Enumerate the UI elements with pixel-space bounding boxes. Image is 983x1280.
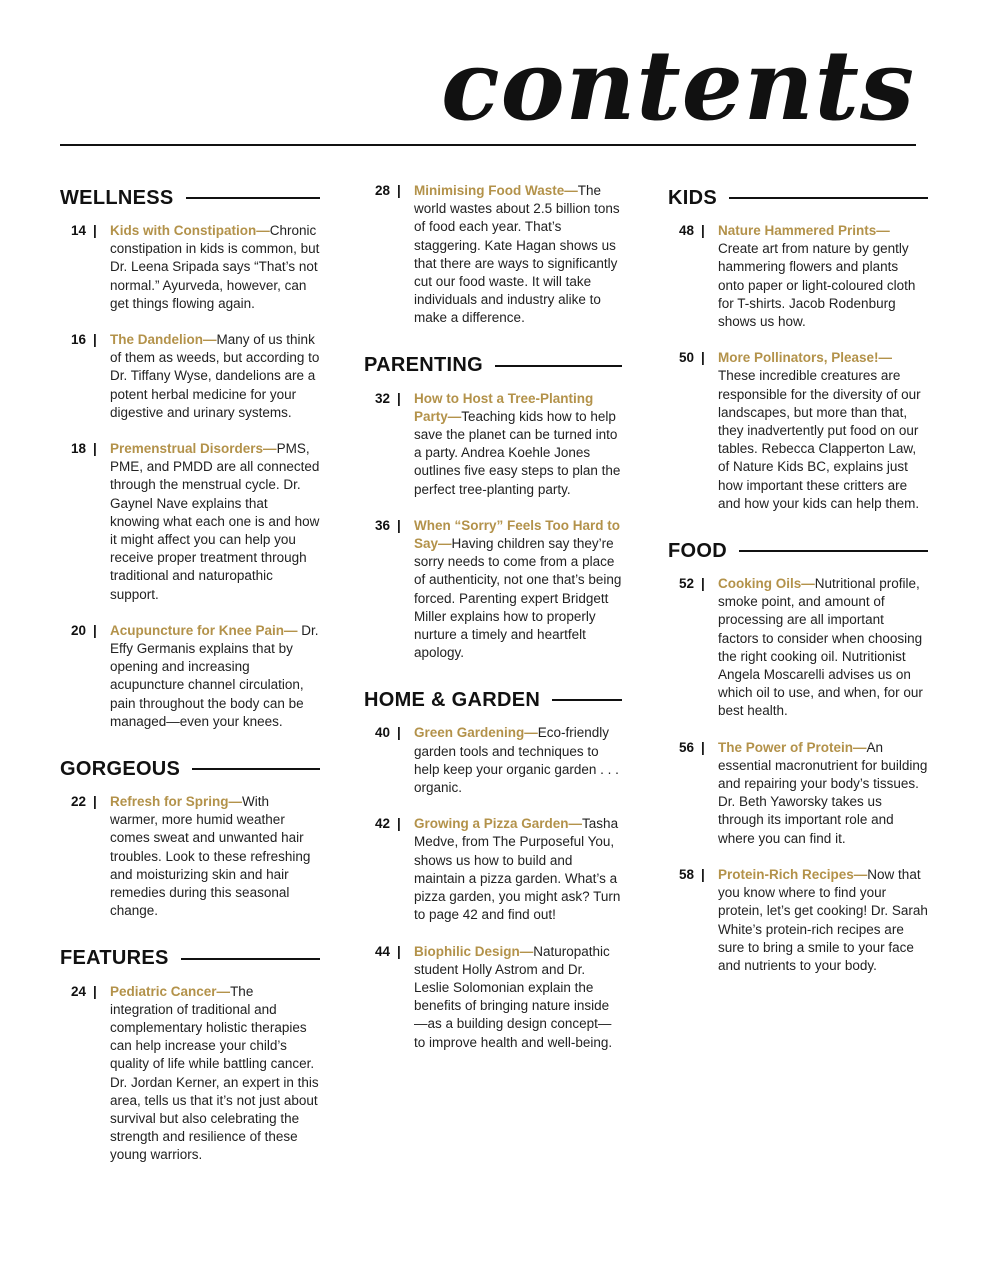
section-heading xyxy=(60,182,320,214)
article-description: Dr. Effy Germanis explains that by opening and increasing acupuncture channel circulation, pain throughout the body can be managed—even your knees. xyxy=(110,622,319,729)
separator-bar: | xyxy=(93,622,97,638)
article-title[interactable]: The Dandelion— xyxy=(110,332,217,348)
toc-entry[interactable] xyxy=(60,622,320,731)
separator-bar: | xyxy=(397,725,401,741)
section-heading-rule xyxy=(186,197,320,199)
separator-bar: | xyxy=(397,390,401,406)
toc-entry[interactable] xyxy=(668,222,928,331)
section-heading xyxy=(668,182,928,214)
section-kids xyxy=(668,182,928,513)
article-title[interactable]: How to Host a Tree-Planting Party— xyxy=(414,390,594,424)
article-description: Naturopathic student Holly Astrom and Dr. Leslie Solomonian explain the benefits of bringing nature inside—as a building design concept—to improve health and well-being. xyxy=(414,943,613,1050)
separator-bar: | xyxy=(701,739,705,755)
separator-bar: | xyxy=(701,223,705,238)
page-number: 32 xyxy=(374,390,390,406)
separator-bar: | xyxy=(93,332,97,348)
entry-text xyxy=(414,182,622,328)
page-number: 20 xyxy=(70,622,86,638)
toc-entry[interactable] xyxy=(364,724,622,797)
section-heading-rule xyxy=(495,365,622,367)
article-description: These incredible creatures are responsible for the diversity of our landscapes, but more than that, they inadvertently put food on our tables. Rebecca Clapperton Law, of Nature Kids BC, explains just how important these critters are and how your kids can help them. xyxy=(718,368,921,511)
article-title[interactable]: The Power of Protein— xyxy=(718,739,867,755)
section-heading xyxy=(364,350,622,382)
section-home-and-garden xyxy=(364,684,622,1051)
toc-entry[interactable] xyxy=(364,943,622,1052)
entry-text xyxy=(718,575,928,721)
article-title[interactable]: Refresh for Spring— xyxy=(110,794,243,810)
article-title[interactable]: When “Sorry” Feels Too Hard to Say— xyxy=(414,517,621,552)
article-title[interactable]: Protein-Rich Recipes— xyxy=(718,866,868,882)
entry-text xyxy=(110,622,320,731)
article-description: Nutritional profile, smoke point, and amount of processing are all important factors to consider when choosing the right cooking oil. Nutritionist Angela Moscarelli advises us on which oil to use, and when, for our best health. xyxy=(718,576,923,719)
toc-entry[interactable] xyxy=(60,331,320,422)
article-title[interactable]: Minimising Food Waste— xyxy=(414,183,578,198)
article-description: Tasha Medve, from The Purposeful You, shows us how to build and maintain a pizza garden. What’s a pizza garden, you might ask? Turn to page 42 and find out! xyxy=(414,816,621,923)
article-description: The integration of traditional and complementary holistic therapies can help increase your child’s quality of life while battling cancer. Dr. Jordan Kerner, an expert in this area, tells us that it’s not just about survival but also celebrating the strength and resilience of these young warriors. xyxy=(110,983,319,1163)
section-food xyxy=(668,535,928,975)
section-parenting xyxy=(364,350,622,663)
toc-entry[interactable] xyxy=(60,222,320,313)
separator-bar: | xyxy=(397,943,401,959)
page-number: 36 xyxy=(374,517,390,533)
toc-entry[interactable] xyxy=(668,866,928,975)
section-heading-rule xyxy=(739,550,928,552)
page-number: 28 xyxy=(374,183,390,198)
article-title[interactable]: Cooking Oils— xyxy=(718,576,815,592)
section-heading-label: HOME & GARDEN xyxy=(364,688,541,711)
section-heading xyxy=(364,684,622,716)
page-number: 48 xyxy=(678,223,694,238)
separator-bar: | xyxy=(93,223,97,238)
article-title[interactable]: Biophilic Design— xyxy=(414,943,534,959)
entry-text xyxy=(110,983,320,1165)
article-description: Many of us think of them as weeds, but according to Dr. Tiffany Wyse, dandelions are a potent herbal medicine for your digestive and urinary systems. xyxy=(110,332,320,420)
page-number: 44 xyxy=(374,943,390,959)
entry-text xyxy=(718,222,928,331)
entry-text xyxy=(110,331,320,422)
article-title[interactable]: Pediatric Cancer— xyxy=(110,983,231,999)
section-heading-label: PARENTING xyxy=(364,354,483,377)
separator-bar: | xyxy=(397,183,401,198)
entry-text xyxy=(414,724,622,797)
toc-entry[interactable] xyxy=(668,739,928,848)
page-number: 42 xyxy=(374,816,390,832)
article-description: Eco-friendly garden tools and techniques to help keep your organic garden . . . organic. xyxy=(414,725,619,796)
page-number: 18 xyxy=(70,441,86,457)
separator-bar: | xyxy=(397,517,401,533)
article-description: Having children say they’re sorry needs to come from a place of authenticity, not one that’s being forced. Parenting expert Bridgett Miller explains how to properly nurture a timely and heartfelt apology. xyxy=(414,536,622,661)
page-number: 14 xyxy=(70,223,86,238)
entry-text xyxy=(110,793,320,920)
entry-text xyxy=(718,866,928,975)
section-heading xyxy=(668,535,928,567)
article-title[interactable]: Kids with Constipation— xyxy=(110,223,270,238)
section-heading-label: FEATURES xyxy=(60,947,169,969)
separator-bar: | xyxy=(93,983,97,999)
separator-bar: | xyxy=(701,350,705,366)
article-title[interactable]: Green Gardening— xyxy=(414,725,538,741)
section-heading-label: GORGEOUS xyxy=(60,757,181,780)
page-number: 50 xyxy=(678,350,694,366)
section-heading-rule xyxy=(729,197,928,199)
toc-entry[interactable] xyxy=(668,575,928,721)
page-number: 58 xyxy=(678,866,694,882)
entry-text xyxy=(414,943,622,1052)
toc-entry[interactable] xyxy=(60,793,320,920)
toc-entry[interactable] xyxy=(364,517,622,663)
page-number: 22 xyxy=(70,794,86,810)
article-title[interactable]: Acupuncture for Knee Pain— xyxy=(110,622,298,638)
article-title[interactable]: Premenstrual Disorders— xyxy=(110,441,277,457)
column-2 xyxy=(364,182,622,1074)
article-description: Create art from nature by gently hammering flowers and plants onto paper or light-coloured cloth for T-shirts. Jacob Rodenburg shows us how. xyxy=(718,241,916,330)
article-description: PMS, PME, and PMDD are all connected through the menstrual cycle. Dr. Gaynel Nave explains that knowing what each one is and how it might affect you can help you receive proper treatment through traditional and naturopathic support. xyxy=(110,441,320,602)
section-gorgeous xyxy=(60,753,320,920)
page-number: 16 xyxy=(70,332,86,348)
entry-text xyxy=(718,349,928,513)
page-number: 40 xyxy=(374,725,390,741)
toc-entry[interactable] xyxy=(668,349,928,513)
entry-text xyxy=(414,517,622,663)
page-title: contents xyxy=(441,29,915,142)
column-3 xyxy=(668,182,928,997)
entry-text xyxy=(718,739,928,848)
section-heading-rule xyxy=(192,768,320,770)
separator-bar: | xyxy=(701,576,705,592)
section-heading-label: KIDS xyxy=(668,186,717,209)
section-heading xyxy=(60,943,320,975)
section-heading-label: FOOD xyxy=(668,539,727,562)
article-title[interactable]: Growing a Pizza Garden— xyxy=(414,816,583,832)
entry-text xyxy=(414,390,622,499)
article-description: The world wastes about 2.5 billion tons of food each year. That’s staggering. Kate Hagan shows us that there are ways to significantly cut our food waste. It will take individuals and industry alike to make a difference. xyxy=(414,183,620,326)
article-description: Chronic constipation in kids is common, but Dr. Leena Sripada says “That’s not normal.” Ayurveda, however, can get things flowing again. xyxy=(110,223,320,311)
section-heading xyxy=(60,753,320,785)
section-continued xyxy=(364,182,622,328)
toc-entry[interactable] xyxy=(60,983,320,1165)
entry-text xyxy=(110,222,320,313)
page-number: 24 xyxy=(70,983,86,999)
article-description: An essential macronutrient for building and repairing your body’s tissues. Dr. Beth Yaworsky takes us through its important role and where you can find it. xyxy=(718,739,928,846)
section-features xyxy=(60,943,320,1165)
page-number: 52 xyxy=(678,576,694,592)
article-description: With warmer, more humid weather comes sweat and unwanted hair troubles. Look to these refreshing and moisturizing skin and hair remedies during this seasonal change. xyxy=(110,794,311,919)
section-heading-rule xyxy=(181,958,320,960)
article-title[interactable]: More Pollinators, Please!— xyxy=(718,350,893,366)
separator-bar: | xyxy=(93,441,97,457)
article-description: Teaching kids how to help save the planet can be turned into a party. Andrea Koehle Jones outlines five easy steps to plan the perfect tree-planting party. xyxy=(414,408,621,497)
toc-entry[interactable] xyxy=(60,440,320,604)
toc-entry[interactable] xyxy=(364,390,622,499)
entry-text xyxy=(414,815,622,924)
section-wellness xyxy=(60,182,320,731)
title-rule xyxy=(60,144,916,146)
article-title[interactable]: Nature Hammered Prints— xyxy=(718,223,890,238)
separator-bar: | xyxy=(397,816,401,832)
separator-bar: | xyxy=(701,866,705,882)
toc-entry[interactable] xyxy=(364,182,622,328)
section-heading-rule xyxy=(552,699,622,701)
page-number: 56 xyxy=(678,739,694,755)
toc-entry[interactable] xyxy=(364,815,622,924)
article-description: Now that you know where to find your protein, let’s get cooking! Dr. Sarah White’s protein-rich recipes are sure to bring a smile to your face and nutrients to your body. xyxy=(718,866,928,973)
entry-text xyxy=(110,440,320,604)
column-1 xyxy=(60,182,320,1187)
section-heading-label: WELLNESS xyxy=(60,186,174,209)
separator-bar: | xyxy=(93,794,97,810)
